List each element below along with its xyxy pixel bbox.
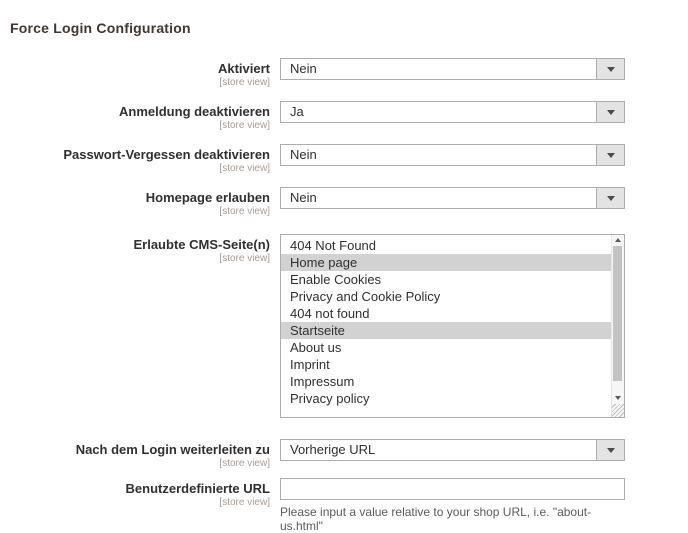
custom-url-note: Please input a value relative to your shop URL, i.e. "about-us.html" [280, 505, 592, 533]
scrollbar[interactable] [611, 235, 624, 417]
chevron-down-icon [607, 67, 615, 72]
redirect-after-login-select[interactable] [280, 439, 625, 461]
field-label: Aktiviert [217, 61, 270, 76]
field-row-redirect-after-login [0, 439, 688, 470]
field-row-cms-pages [0, 234, 688, 418]
chevron-down-icon [615, 396, 621, 400]
field-label: Erlaubte CMS-Seite(n) [133, 237, 270, 252]
cms-pages-multiselect[interactable] [280, 234, 625, 418]
field-scope: [store view] [219, 206, 270, 217]
cms-page-option[interactable]: Home page [281, 254, 611, 271]
cms-page-option[interactable]: Impressum [290, 374, 355, 389]
select-open-button[interactable] [596, 440, 624, 460]
chevron-up-icon [615, 238, 621, 242]
field-label: Passwort-Vergessen deaktivieren [63, 147, 270, 162]
select-value: Nein [290, 61, 317, 76]
cms-page-option[interactable]: Imprint [290, 357, 330, 372]
field-row-aktiviert [0, 58, 688, 89]
homepage-erlauben-select[interactable] [280, 187, 625, 209]
field-scope: [store view] [219, 497, 270, 508]
field-scope: [store view] [219, 458, 270, 469]
control-col [280, 144, 625, 175]
page-title: Force Login Configuration [10, 20, 191, 36]
custom-url-input[interactable] [280, 478, 625, 500]
chevron-down-icon [607, 448, 615, 453]
field-scope: [store view] [219, 77, 270, 88]
control-col [280, 439, 625, 470]
resize-grip[interactable] [612, 404, 624, 417]
field-label: Anmeldung deaktivieren [119, 104, 270, 119]
field-row-anmeldung-deaktivieren [0, 101, 688, 132]
chevron-down-icon [607, 196, 615, 201]
chevron-down-icon [607, 110, 615, 115]
label-col [0, 101, 270, 132]
field-scope: [store view] [219, 163, 270, 174]
field-label: Nach dem Login weiterleiten zu [75, 442, 270, 457]
cms-page-option[interactable]: Privacy policy [290, 391, 370, 406]
scrollbar-up-button[interactable] [612, 238, 624, 242]
select-value: Nein [290, 190, 317, 205]
aktiviert-select[interactable] [280, 58, 625, 80]
field-row-homepage-erlauben [0, 187, 688, 218]
select-open-button[interactable] [596, 59, 624, 79]
select-open-button[interactable] [596, 145, 624, 165]
select-value: Ja [290, 104, 304, 119]
scrollbar-thumb[interactable] [613, 246, 622, 381]
cms-page-option[interactable]: Privacy and Cookie Policy [290, 289, 441, 304]
field-label: Benutzerdefinierte URL [125, 481, 270, 496]
control-col [280, 187, 625, 218]
field-scope: [store view] [219, 120, 270, 131]
select-value: Vorherige URL [290, 442, 376, 457]
select-open-button[interactable] [596, 102, 624, 122]
label-col [0, 187, 270, 218]
control-col [280, 58, 625, 89]
field-scope: [store view] [219, 253, 270, 264]
cms-pages-options [281, 237, 611, 407]
cms-page-option[interactable]: 404 Not Found [290, 238, 377, 253]
label-col [0, 144, 270, 175]
cms-page-option[interactable]: Enable Cookies [290, 272, 382, 287]
anmeldung-deaktivieren-select[interactable] [280, 101, 625, 123]
label-col [0, 234, 270, 418]
chevron-down-icon [607, 153, 615, 158]
field-label: Homepage erlauben [145, 190, 270, 205]
select-open-button[interactable] [596, 188, 624, 208]
scrollbar-down-button[interactable] [612, 396, 624, 400]
cms-page-option[interactable]: Startseite [281, 322, 611, 339]
label-col [0, 478, 270, 533]
label-col [0, 439, 270, 470]
control-col [280, 478, 625, 533]
cms-page-option[interactable]: About us [290, 340, 342, 355]
select-value: Nein [290, 147, 317, 162]
control-col [280, 234, 625, 418]
passwort-vergessen-select[interactable] [280, 144, 625, 166]
control-col [280, 101, 625, 132]
label-col [0, 58, 270, 89]
force-login-configuration-page [0, 20, 688, 533]
configuration-form [0, 58, 688, 533]
cms-page-option[interactable]: 404 not found [290, 306, 370, 321]
field-row-passwort-vergessen [0, 144, 688, 175]
field-row-custom-url [0, 478, 688, 533]
